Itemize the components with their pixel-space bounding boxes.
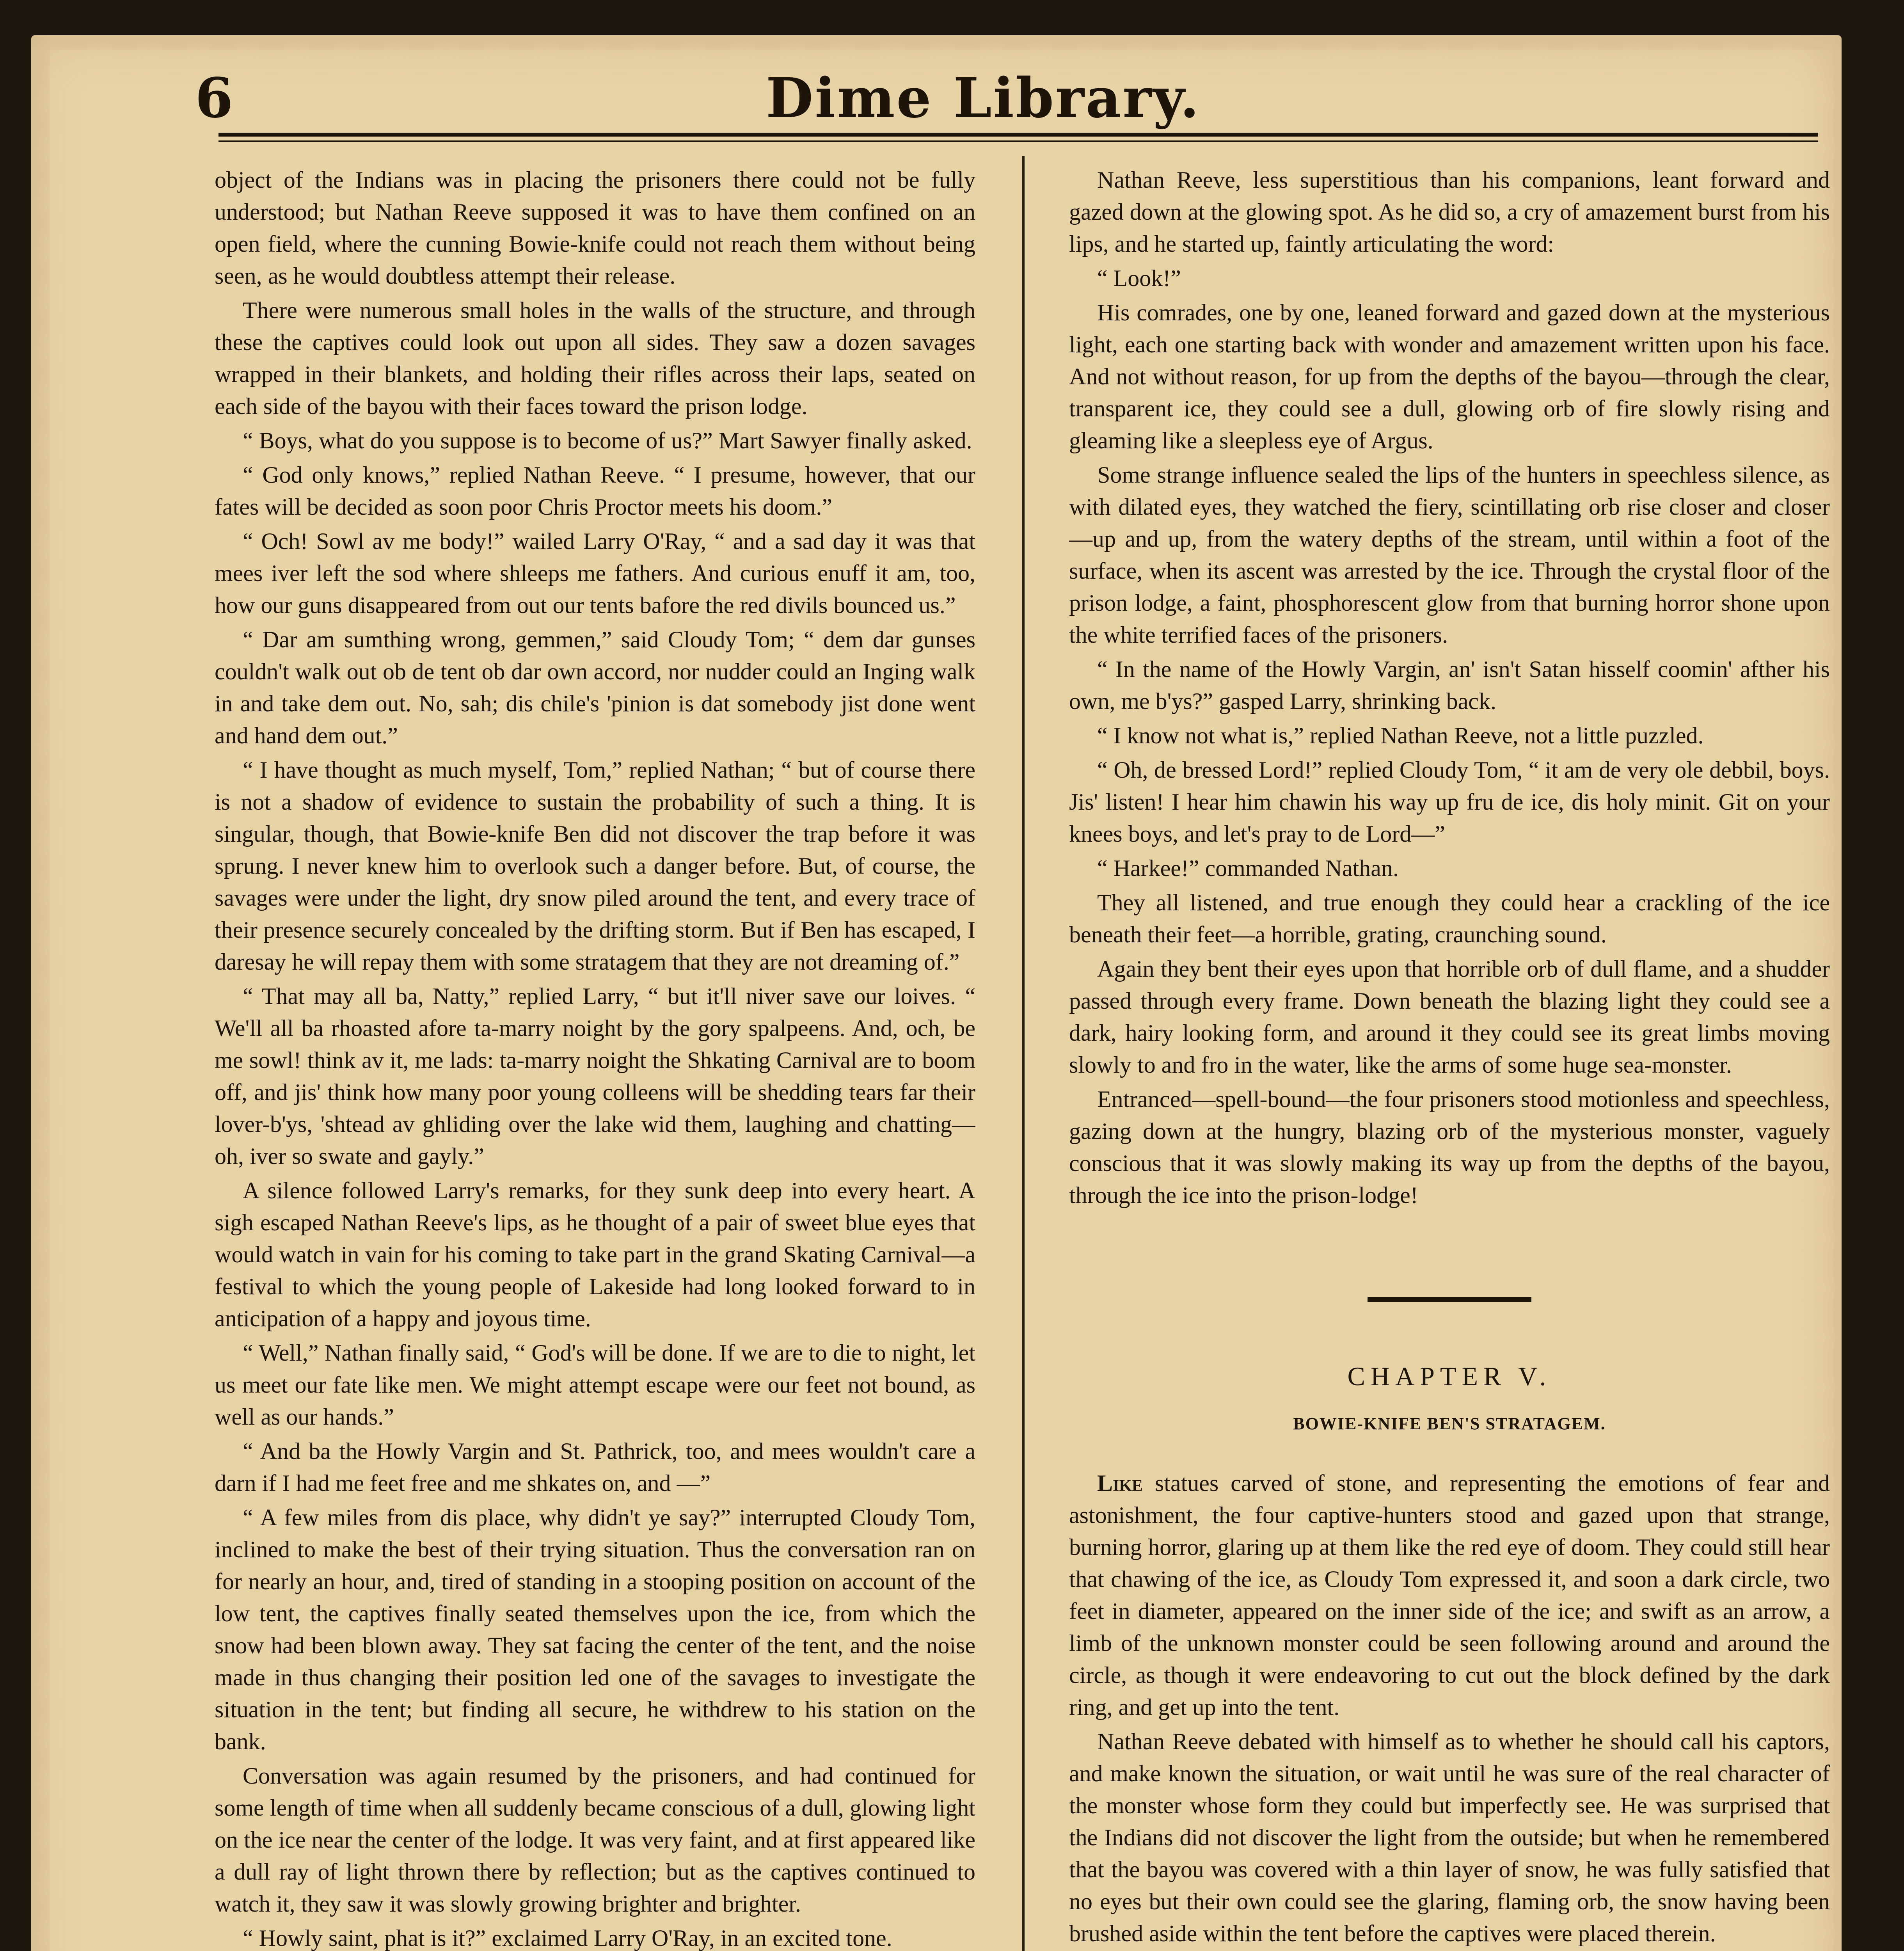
paragraph: “ In the name of the Howly Vargin, an' isn't Satan hisself coomin' afther his own, me b'ys?” gasped Larry, shrinking back. bbox=[1069, 656, 1830, 714]
paragraph: Nathan Reeve debated with himself as to whether he should call his captors, and make known the situation, or wait until he was sure of the real character of the monster whose form they could but imperfectly see. He was surprised that the Indians did not discover the light from the outside; but when he remembered that the bayou was covered with a thin layer of snow, he was fully satisfied that no eyes but their own could see the glaring, flaming orb, the snow having been brushed aside within the tent before the captives were placed therein. bbox=[1069, 1729, 1830, 1946]
paragraph: There were numerous small holes in the walls of the structure, and through these the captives could look out upon all sides. They saw a dozen savages wrapped in their blankets, and holding their rifles across their laps, seated on each side of the bayou with their faces toward the prison lodge. bbox=[215, 297, 975, 419]
paragraph: “ Harkee!” commanded Nathan. bbox=[1097, 855, 1399, 881]
paragraph: A silence followed Larry's remarks, for they sunk deep into every heart. A sigh escaped Nathan Reeve's lips, as he thought of a pair of sweet blue eyes that would watch in vain for his coming to take part in the grand Skating Carnival—a festival to which the young people of Lakeside had long looked forward to in anticipation of a happy and joyous time. bbox=[215, 1178, 975, 1331]
paragraph: “ Look!” bbox=[1097, 265, 1181, 291]
paragraph: Some strange influence sealed the lips of the hunters in speechless silence, as with dilated eyes, they watched the fiery, scintillating orb rise closer and closer—up and up, from the watery depths of the stream, until within a foot of the surface, when its ascent was arrested by the ice. Through the crystal floor of the prison lodge, a faint, phosphorescent glow from that burning horror shone upon the white terrified faces of the prisoners. bbox=[1069, 462, 1830, 648]
header-rule bbox=[218, 133, 1818, 142]
paragraph: “ That may all ba, Natty,” replied Larry, “ but it'll niver save our loives. “ We'll all ba rhoasted afore ta-marry noight by the gory spalpeens. And, och, be me sowl! think av it, me lads: ta-marry noight the Shkating Carnival are to boom off, and jis' think how many poor young colleens will be shedding tears far their lover-b'ys, 'shtead av ghliding over the lake wid them, laughing and chatting—oh, iver so swate and gayly.” bbox=[215, 983, 975, 1169]
paragraph: His comrades, one by one, leaned forward and gazed down at the mysterious light, each one starting back with wonder and amazement written upon his face. And not without reason, for up from the depths of the bayou—through the clear, transparent ice, they could see a dull, glowing orb of fire slowly rising and gleaming like a sleepless eye of Argus. bbox=[1069, 300, 1830, 453]
page-header bbox=[195, 59, 1771, 130]
paragraph: “ Boys, what do you suppose is to become of us?” Mart Sawyer finally asked. bbox=[243, 428, 972, 453]
paragraph: “ And ba the Howly Vargin and St. Pathrick, too, and mees wouldn't care a darn if I had me feet free and me shkates on, and —” bbox=[215, 1438, 975, 1496]
paragraph: object of the Indians was in placing the prisoners there could not be fully understood; but Nathan Reeve supposed it was to have them confined on an open field, where the cunning Bowie-knife could not reach them without being seen, as he would doubtless attempt their release. bbox=[215, 167, 975, 289]
paragraph: “ Well,” Nathan finally said, “ God's will be done. If we are to die to night, let us meet our fate like men. We might attempt escape were our feet not bound, as well as our hands.” bbox=[215, 1340, 975, 1430]
paragraph: “ God only knows,” replied Nathan Reeve. “ I presume, however, that our fates will be decided as soon poor Chris Proctor meets his doom.” bbox=[215, 462, 975, 520]
paragraph: Again they bent their eyes upon that horrible orb of dull flame, and a shudder passed through every frame. Down beneath the blazing light they could see a dark, hairy looking form, and around it they could see its great limbs moving slowly to and fro in the water, like the arms of some huge sea-monster. bbox=[1069, 956, 1830, 1078]
right-column bbox=[1069, 164, 1830, 1951]
column-divider bbox=[1022, 156, 1025, 1951]
chapter-rule bbox=[1368, 1297, 1531, 1302]
paragraph: “ Dar am sumthing wrong, gemmen,” said Cloudy Tom; “ dem dar gunses couldn't walk out ob de tent ob dar own accord, nor nudder could an Inging walk in and take dem out. No, sah; dis chile's 'pinion is dat somebody jist done went and hand dem out.” bbox=[215, 627, 975, 748]
paragraph: “ Och! Sowl av me body!” wailed Larry O'Ray, “ and a sad day it was that mees iver left the sod where shleeps me fathers. And curious enuff it am, too, how our guns disappeared from out our tents bafore the red divils bounced us.” bbox=[215, 528, 975, 618]
page-number: 6 bbox=[195, 66, 233, 130]
paragraph-text: statues carved of stone, and representing the emotions of fear and astonishment, the four captive-hunters stood and gazed upon that strange, burning horror, glaring up at them like the red eye of doom. They could still hear that chawing of the ice, as Cloudy Tom expressed it, and soon a dark circle, two feet in diameter, appeared on the inner side of the ice; and swift as an arrow, a limb of the unknown monster could be seen following around and around the circle, as though it were endeavoring to cut out the block defined by the dark ring, and get up into the tent. bbox=[1069, 1470, 1830, 1720]
chapter-title: CHAPTER V. bbox=[1347, 1361, 1552, 1391]
running-title: Dime Library. bbox=[766, 66, 1201, 130]
paragraph: “ Howly saint, phat is it?” exclaimed Larry O'Ray, in an excited tone. bbox=[243, 1925, 892, 1951]
left-column bbox=[215, 164, 975, 1951]
paragraph: “ I know not what is,” replied Nathan Reeve, not a little puzzled. bbox=[1097, 723, 1704, 748]
paragraph: Conversation was again resumed by the prisoners, and had continued for some length of time when all suddenly became conscious of a dull, glowing light on the ice near the center of the lodge. It was very faint, and at first appeared like a dull ray of light thrown there by reflection; but as the captives continued to watch it, they saw it was slowly growing brighter and brighter. bbox=[215, 1763, 975, 1917]
comic-page bbox=[31, 35, 1842, 1951]
paragraph: “ Oh, de bressed Lord!” replied Cloudy Tom, “ it am de very ole debbil, boys. Jis' listen! I hear him chawin his way up fru de ice, dis holy minit. Git on your knees boys, and let's pray to de Lord—” bbox=[1069, 757, 1830, 847]
paragraph: “ I have thought as much myself, Tom,” replied Nathan; “ but of course there is not a shadow of evidence to sustain the probability of such a thing. It is singular, though, that Bowie-knife Ben did not discover the trap before it was sprung. I never knew him to overlook such a danger before. But, of course, the savages were under the light, dry snow piled around the tent, and every trace of their presence securely concealed by the drifting storm. But if Ben has escaped, I daresay he will repay them with some stratagem that they are not dreaming of.” bbox=[215, 757, 975, 975]
paragraph: “ A few miles from dis place, why didn't ye say?” interrupted Cloudy Tom, inclined to make the best of their trying situation. Thus the conversation ran on for nearly an hour, and, tired of standing in a stooping position on account of the low tent, the captives finally seated themselves upon the ice, from which the snow had been blown away. They sat facing the center of the tent, and the noise made in thus changing their position led one of the savages to investigate the situation in the tent; but finding all secure, he withdrew to his station on the bank. bbox=[215, 1505, 975, 1754]
paragraph bbox=[1069, 1467, 1830, 1723]
paragraph-lead: Like bbox=[1097, 1470, 1143, 1496]
chapter-subtitle: BOWIE-KNIFE BEN'S STRATAGEM. bbox=[1293, 1414, 1606, 1433]
paragraph: They all listened, and true enough they could hear a crackling of the ice beneath their feet—a horrible, grating, craunching sound. bbox=[1069, 890, 1830, 947]
paragraph: Entranced—spell-bound—the four prisoners stood motionless and speechless, gazing down at the hungry, blazing orb of the mysterious monster, vaguely conscious that it was slowly making its way up from the depths of the bayou, through the ice into the prison-lodge! bbox=[1069, 1086, 1830, 1208]
paragraph: Nathan Reeve, less superstitious than his companions, leant forward and gazed down at the glowing spot. As he did so, a cry of amazement burst from his lips, and he started up, faintly articulating the word: bbox=[1069, 167, 1830, 257]
